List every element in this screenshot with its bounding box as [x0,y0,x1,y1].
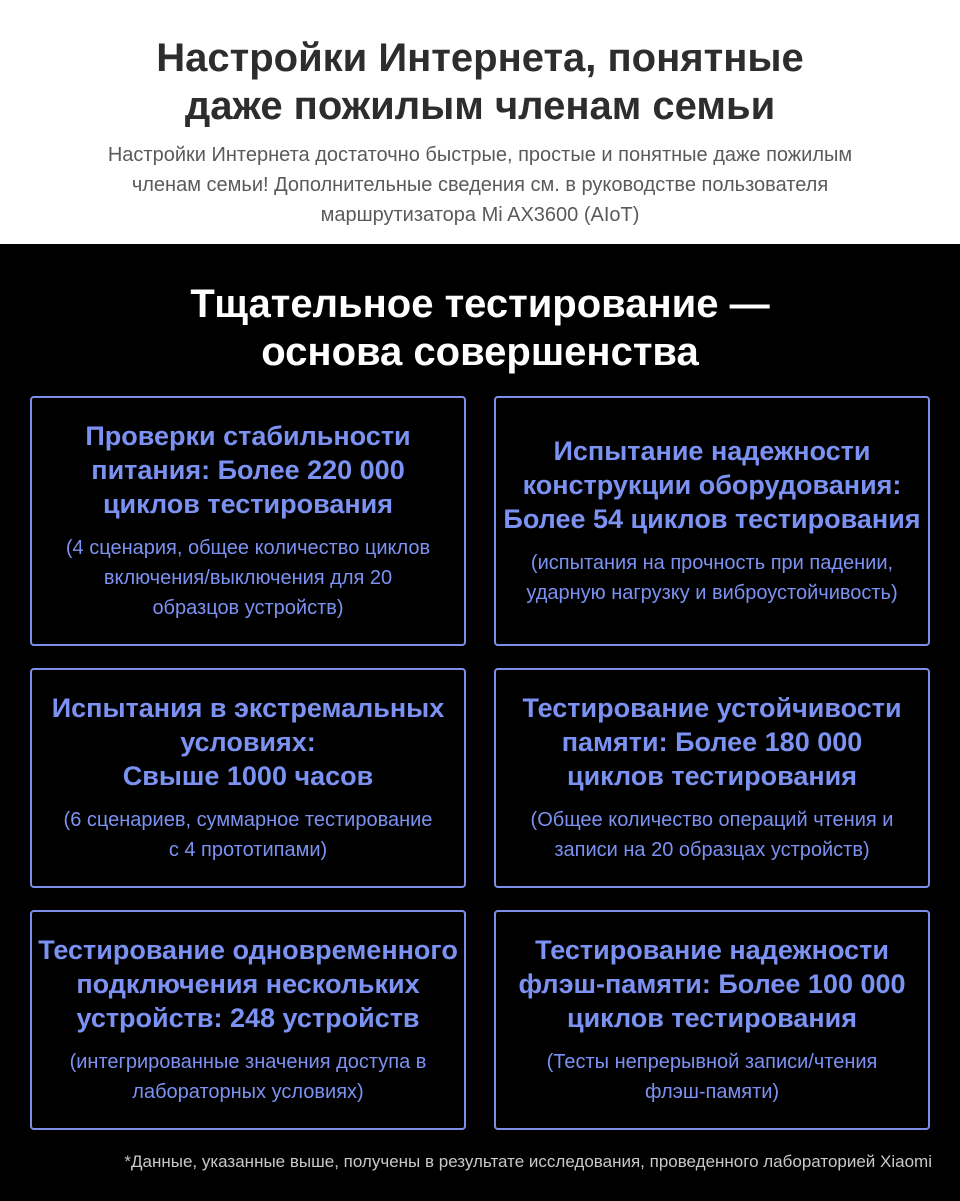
intro-description [40,140,920,230]
card-description [526,548,897,608]
card-title [52,691,445,793]
card-title-line: Более 54 циклов тестирования [503,504,921,534]
card-description-line: записи на 20 образцах устройств) [554,839,870,861]
card-title-line: циклов тестирования [566,1003,858,1033]
card-title [518,933,905,1035]
card-title-line: питания: Более 220 000 [91,455,405,485]
intro-description-line: членам семьи! Дополнительные сведения см. в руководстве пользователя [131,174,829,196]
card-title-line: Свыше 1000 часов [122,761,374,791]
card-title-line: Испытания в экстремальных [51,693,445,723]
testing-title-line: Тщательное тестирование — [190,282,770,326]
card-title-line: конструкции оборудования: [522,470,902,500]
card-description-line: (Общее количество операций чтения и [530,809,894,831]
card-description-line: с 4 прототипами) [168,839,328,861]
intro-section [0,0,960,244]
card-title [503,434,920,536]
card-title-line: подключения нескольких [76,969,420,999]
card-title-line: флэш-памяти: Более 100 000 [518,969,906,999]
card-description-line: ударную нагрузку и виброустойчивость) [526,582,898,604]
test-card-extreme-conditions [30,668,466,888]
card-description-line: флэш-памяти) [644,1081,780,1103]
test-card-memory-stability [494,668,930,888]
card-title-line: циклов тестирования [102,489,394,519]
card-description-line: образцов устройств) [152,597,344,619]
card-title-line: циклов тестирования [566,761,858,791]
intro-title [40,34,920,130]
intro-description-line: Настройки Интернета достаточно быстрые, простые и понятные даже пожилым [107,144,853,166]
card-title-line: Проверки стабильности [85,421,411,451]
card-description-line: (4 сценария, общее количество циклов [65,537,431,559]
card-title-line: устройств: 248 устройств [76,1003,420,1033]
card-title-line: памяти: Более 180 000 [561,727,863,757]
footnote: *Данные, указанные выше, получены в результате исследования, проведенного лабораторией Xiaomi [124,1152,932,1171]
card-title-line: Тестирование устойчивости [522,693,902,723]
testing-title-line: основа совершенства [261,330,699,374]
card-description-line: включения/выключения для 20 [103,567,393,589]
card-description-line: (испытания на прочность при падении, [530,552,894,574]
testing-title [40,280,920,376]
card-description [70,1047,427,1107]
testing-section [0,244,960,1201]
card-description-line: (6 сценариев, суммарное тестирование [63,809,433,831]
card-title [85,419,410,521]
test-card-multi-device [30,910,466,1130]
card-title-line: условиях: [180,727,316,757]
test-card-flash-reliability [494,910,930,1130]
card-description [531,805,894,865]
card-description [64,805,433,865]
card-title [38,933,458,1035]
intro-title-line: даже пожилым членам семьи [184,84,776,128]
test-card-power-stability [30,396,466,646]
card-description-line: (Тесты непрерывной записи/чтения [546,1051,878,1073]
card-title [522,691,901,793]
card-description-line: лабораторных условиях) [132,1081,364,1103]
card-description [547,1047,878,1107]
card-description-line: (интегрированные значения доступа в [69,1051,427,1073]
card-description [66,533,430,623]
card-title-line: Испытание надежности [553,436,871,466]
intro-title-line: Настройки Интернета, понятные [156,36,804,80]
test-card-hardware-reliability [494,396,930,646]
card-title-line: Тестирование надежности [535,935,889,965]
intro-description-line: маршрутизатора Mi AX3600 (AIoT) [320,204,640,226]
card-title-line: Тестирование одновременного [38,935,458,965]
